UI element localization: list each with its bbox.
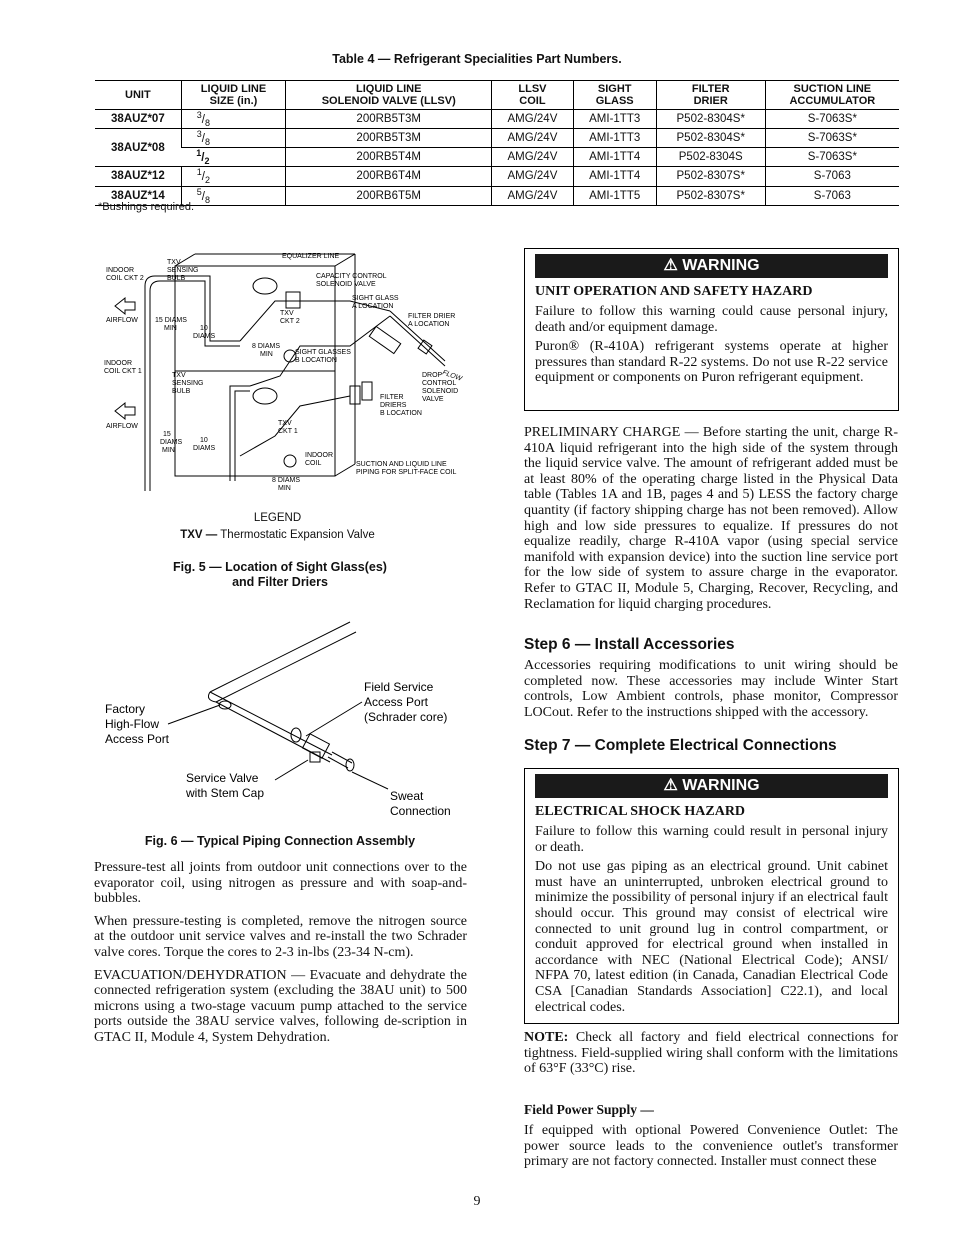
column-header [573,81,656,110]
label-txv-bulb-bot-l3: BULB [172,388,191,395]
cell-size [181,148,285,167]
warning-box-operation [524,248,899,411]
label-sight-b-l1: SIGHT GLASSES [295,349,351,356]
cell-unit: 38AUZ*14 [95,186,181,205]
fraction-slash: / [201,132,205,145]
cell-glass: AMI-1TT3 [573,129,656,148]
table-row [95,129,899,148]
cell-size [181,129,285,148]
cell-llsv: 200RB5T4M [286,148,492,167]
cell-llsv: 200RB5T3M [286,129,492,148]
label-txv-bulb-top-l1: TXV [167,259,181,266]
label-10diams-bot-l1: 10 [200,437,208,444]
left-body-text [94,860,467,1053]
evacuation-paragraph: EVACUATION/DEHYDRATION — Evacuate and dehydrate the connected refrigeration system (excluding the 38AU unit) to 500 microns using a two-stage vacuum pump attached to the service ports outside the 38AU service valves, following de-scription in GTAC II, Module 4, System Dehydration. [94,967,467,1045]
column-header [656,81,765,110]
warning-paragraph-2: Puron® (R-410A) refrigerant systems operate at higher pressures than standard R-22 systems. Do not use R-22 service equipment or components on Puron refrigerant equipment. [535,339,888,386]
size-numerator: 5 [196,186,202,197]
column-header-line: ACCUMULATOR [789,95,876,107]
column-header-line: LIQUID LINE [356,83,422,95]
label-15diams-l1: 15 DIAMS [155,317,187,324]
label-filter-a-l2: A LOCATION [408,321,450,328]
label-txv-ckt1-l2: CKT 1 [278,428,298,435]
warning-banner [535,254,888,278]
size-denominator: 2 [204,156,210,167]
label-10diams-top-l1: 10 [200,325,208,332]
table-header-row [95,81,899,110]
label-txv-bulb-bot-l2: SENSING [172,380,204,387]
fig5-caption-line1: Fig. 5 — Location of Sight Glass(es) [173,560,387,574]
label-txv-ckt1-l1: TXV [278,420,292,427]
label-drop-l1: DROP [422,372,443,379]
label-factory-l2: High-Flow [105,717,160,731]
table-row [95,186,899,205]
cell-glass: AMI-1TT4 [573,148,656,167]
label-field-l2: Access Port [364,695,429,709]
label-8diams-top-l1: 8 DIAMS [252,343,281,350]
pressure-test-paragraph: Pressure-test all joints from outdoor unit connections over to the evaporator coil, using nitrogen as pressure and with soap-and-bubbles. [94,860,467,907]
label-factory-l1: Factory [105,702,146,716]
label-factory-l3: Access Port [105,732,170,746]
label-field-l3: (Schrader core) [364,710,448,724]
table-body [95,110,899,206]
label-sight-a-l1: SIGHT GLASS [352,295,399,302]
size-denominator: 8 [205,194,211,205]
note-text: Check all factory and field electrical connections for tightness. Field-supplied wiring shall conform with the limitations of 63°F (33°C) rise. [524,1030,899,1077]
warning-paragraph-1: Failure to follow this warning could cause personal injury, death and/or equipment damage. [535,304,888,335]
label-airflow-1: AIRFLOW [106,317,138,324]
label-capacity-l1: CAPACITY CONTROL [316,273,387,280]
label-field-l1: Field Service [364,680,434,694]
label-txv-ckt2-l1: TXV [280,310,294,317]
size-numerator: 1 [196,167,202,178]
size-denominator: 8 [205,118,211,129]
cell-glass: AMI-1TT3 [573,110,656,129]
column-header-line: UNIT [125,89,151,101]
table-row [95,110,899,129]
warning-triangle-icon: ⚠ [663,257,678,274]
note-label: NOTE: [524,1030,569,1045]
label-sight-b-l2: B LOCATION [295,357,337,364]
legend-title: LEGEND [253,512,302,524]
nitrogen-paragraph: When pressure-testing is completed, remove the nitrogen source at the outdoor unit service valves and re-install the two Schrader valve cores. Torque the cores to 2-3 in-lbs (23-34 N-cm). [94,913,467,960]
label-indoor-coil-l2: COIL [305,460,322,467]
label-airflow-2: AIRFLOW [106,423,138,430]
cell-coil: AMG/24V [492,186,573,205]
cell-coil: AMG/24V [492,110,573,129]
column-header [181,81,285,110]
warning-banner [535,774,888,798]
cell-glass: AMI-1TT5 [573,186,656,205]
warning-paragraph-2: Do not use gas piping as an electrical ground. Unit cabinet must have an uninterrupted, unbroken electrical ground to minimize the possibility of personal injury if an electrical fault should occur. This ground may consist of electrical wire connected to unit ground lug in control compartment, or conduit approved for electrical ground when installed in accordance with NEC (National Electrical Code); ANSI/ NFPA 70, latest edition (in Canada, Canadian Electrical Code CSA [Canadian Standards Association] C22.1), and local electrical codes. [535,859,888,1015]
label-15diams-b-l1: 15 [163,431,171,438]
column-header [286,81,492,110]
column-header-line: FILTER [691,83,730,95]
column-header [492,81,573,110]
table-footnote: *Bushings required. [98,201,195,213]
label-filter-b-l3: B LOCATION [380,410,422,417]
label-15diams-b-l2: DIAMS [160,439,183,446]
label-15diams-l2: MIN [164,325,177,332]
label-8diams-bot-l2: MIN [278,485,291,492]
label-8diams-bot-l1: 8 DIAMS [272,477,301,484]
label-filter-b-l2: DRIERS [380,402,407,409]
fig5-diagram [100,246,470,506]
fig6-diagram [100,612,470,822]
field-power-paragraph: If equipped with optional Powered Convenience Outlet: The power source leads to the convenience outlet's transformer primary are not factory connected. Installer must connect these [524,1123,898,1170]
cell-accum: S-7063S* [765,129,899,148]
cell-size [181,110,285,129]
column-header [765,81,899,110]
cell-coil: AMG/24V [492,148,573,167]
label-8diams-top-l2: MIN [260,351,273,358]
column-header-line: SIGHT [597,83,632,95]
cell-llsv: 200RB6T4M [286,167,492,186]
column-header-line: SUCTION LINE [793,83,872,95]
cell-drier: P502-8304S [656,148,765,167]
cell-unit: 38AUZ*07 [95,110,181,129]
label-10diams-bot-l2: DIAMS [193,445,216,452]
table-row [95,167,899,186]
label-txv-bulb-top-l2: SENSING [167,267,199,274]
fraction-slash: / [201,190,205,203]
cell-llsv: 200RB6T5M [286,186,492,205]
fig5-caption-line2: and Filter Driers [232,575,328,589]
label-service-l1: Service Valve [186,771,259,785]
label-txv-ckt2-l2: CKT 2 [280,318,300,325]
label-filter-b-l1: FILTER [380,394,404,401]
warning-heading: UNIT OPERATION AND SAFETY HAZARD [535,284,813,299]
field-power-heading: Field Power Supply — [524,1102,654,1117]
warning-label: WARNING [682,257,760,274]
cell-coil: AMG/24V [492,167,573,186]
label-15diams-b-l3: MIN [162,447,175,454]
column-header-line: COIL [519,95,546,107]
label-txv-bulb-top-l3: BULB [167,275,186,282]
label-indoor-ckt1-l2: COIL CKT 1 [104,368,142,375]
label-10diams-top-l2: DIAMS [193,333,216,340]
preliminary-charge-paragraph: PRELIMINARY CHARGE — Before starting the unit, charge R-410A liquid refrigerant into the high side of the system through the liquid service valve. The amount of refrigerant added must be at least 80% of the operating charge listed in the Physical Data table (Tables 1A and 1B, pages 4 and 5) LESS the factory charge quantity (if factory shipping charge has not been removed). Allow high and low side pressures to equalize. If pressures do not equalize readily, charge R-410A vapor (using special service manifold with expansion device) into the suction line service port for the low side of system to assure charge in the evaporator. Refer to GTAC II, Module 5, Charging, Recover, Recycling, and Reclamation for liquid charging procedures. [524,425,898,612]
fraction-slash: / [201,113,205,126]
cell-unit: 38AUZ*08 [95,129,181,167]
label-indoor-coil-l1: INDOOR [305,452,333,459]
cell-llsv: 200RB5T3M [286,110,492,129]
label-flow: FLOW [441,369,463,383]
cell-accum: S-7063 [765,186,899,205]
label-filter-a-l1: FILTER DRIER [408,313,456,320]
column-header [95,81,181,110]
label-sight-a-l2: A LOCATION [352,303,394,310]
label-drop-l3: SOLENOID [422,388,459,395]
cell-size [181,186,285,205]
column-header-line: GLASS [595,95,634,107]
step6-paragraph: Accessories requiring modifications to unit wiring should be completed now. These accessories may include Winter Start controls, Low Ambient controls, phase monitor, Compressor LOCout. Refer to the instructions shipped with the accessory. [524,658,898,720]
size-numerator: 1 [196,148,202,159]
cell-drier: P502-8304S* [656,129,765,148]
warning-triangle-icon: ⚠ [663,777,678,794]
cell-glass: AMI-1TT4 [573,167,656,186]
fig5-caption [100,560,460,590]
cell-size [181,167,285,186]
fig5-legend [100,510,455,544]
size-numerator: 3 [196,129,202,140]
label-drop-l2: CONTROL [422,380,457,387]
fraction-slash: / [201,171,205,184]
cell-drier: P502-8304S* [656,110,765,129]
cell-accum: S-7063S* [765,110,899,129]
parts-table [95,80,899,206]
label-capacity-l2: SOLENOID VALVE [316,281,376,288]
cell-accum: S-7063 [765,167,899,186]
legend-abbr: TXV — [180,529,218,541]
size-numerator: 3 [196,110,202,120]
column-header-line: LLSV [518,83,547,95]
label-suction-l2: PIPING FOR SPLIT-FACE COIL [356,469,457,476]
cell-coil: AMG/24V [492,129,573,148]
cell-unit: 38AUZ*12 [95,167,181,186]
label-sweat-l2: Connection [390,804,451,818]
size-denominator: 8 [205,137,211,148]
cell-drier: P502-8307S* [656,167,765,186]
cell-drier: P502-8307S* [656,186,765,205]
table-title: Table 4 — Refrigerant Specialities Part Numbers. [332,52,622,66]
warning-label: WARNING [682,777,760,794]
column-header-line: SOLENOID VALVE (LLSV) [321,95,456,107]
label-suction-l1: SUCTION AND LIQUID LINE [356,461,447,468]
cell-accum: S-7063S* [765,148,899,167]
label-sweat-l1: Sweat [390,789,424,803]
fig6-caption: Fig. 6 — Typical Piping Connection Assembly [144,834,416,848]
size-denominator: 2 [205,175,211,186]
page-number: 9 [473,1194,481,1209]
legend-text: Thermostatic Expansion Valve [220,529,375,541]
step7-heading: Step 7 — Complete Electrical Connections [524,737,837,754]
note-paragraph [524,1030,898,1077]
label-indoor-ckt1-l1: INDOOR [104,360,132,367]
label-indoor-ckt2-l2: COIL CKT 2 [106,275,144,282]
column-header-line: DRIER [693,95,728,107]
label-drop-l4: VALVE [422,396,444,403]
step6-heading: Step 6 — Install Accessories [524,636,735,653]
fraction-slash: / [201,152,205,165]
label-equalizer: EQUALIZER LINE [282,253,340,260]
column-header-line: SIZE (in.) [209,95,258,107]
warning-box-electrical [524,768,899,1024]
legend-entry [100,527,455,544]
warning-heading: ELECTRICAL SHOCK HAZARD [535,804,746,819]
label-service-l2: with Stem Cap [186,786,265,800]
warning-paragraph-1: Failure to follow this warning could result in personal injury or death. [535,824,888,855]
table-row [95,148,899,167]
label-txv-bulb-bot-l1: TXV [172,372,186,379]
column-header-line: LIQUID LINE [200,83,267,95]
label-indoor-ckt2-l1: INDOOR [106,267,134,274]
